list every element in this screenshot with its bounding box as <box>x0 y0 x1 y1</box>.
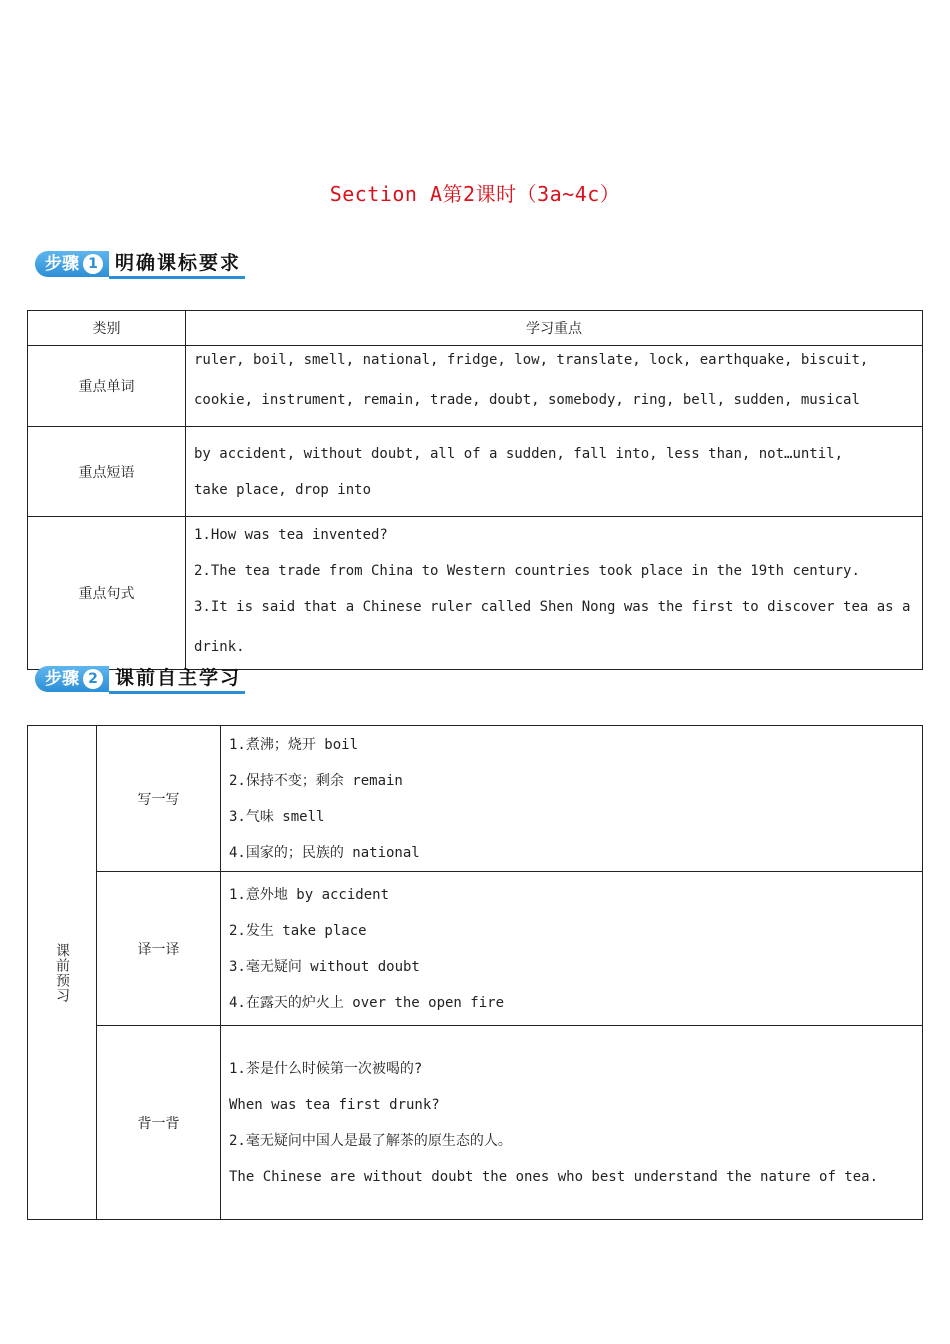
content-line: 4.在露天的炉火上 over the open fire <box>229 994 505 1011</box>
step1-label: 明确课标要求 <box>109 250 245 279</box>
step1-tag <box>35 251 109 277</box>
content-line: 3.气味 smell <box>229 808 325 825</box>
side-label-cell <box>28 726 97 1220</box>
content-line: 4.国家的；民族的 national <box>229 844 420 861</box>
row-category: 重点句式 <box>28 517 186 670</box>
table-row <box>28 427 923 517</box>
content-line: 3.It is said that a Chinese ruler called Shen Nong was the first to discover tea as a <box>194 599 911 615</box>
table-row <box>28 346 923 427</box>
step2-banner <box>35 666 245 692</box>
preview-table <box>27 725 923 1220</box>
content-line: 2.发生 take place <box>229 922 367 939</box>
table-row <box>28 1026 923 1220</box>
step2-tag <box>35 666 109 692</box>
content-line: drink. <box>194 639 245 655</box>
content-line: 1.意外地 by accident <box>229 886 390 903</box>
page-title: Section A第2课时（3a~4c） <box>329 182 621 206</box>
step1-banner <box>35 251 245 277</box>
side-label: 课前预习 <box>54 942 70 1003</box>
content-line: 2.The tea trade from China to Western countries took place in the 19th century. <box>194 563 860 579</box>
row-content <box>221 1026 923 1220</box>
content-line: cookie, instrument, remain, trade, doubt, somebody, ring, bell, sudden, musical <box>194 392 860 408</box>
row-content <box>221 872 923 1026</box>
row-content <box>186 427 923 517</box>
content-line: 3.毫无疑问 without doubt <box>229 958 420 975</box>
header-category: 类别 <box>28 311 186 346</box>
step1-tag-text: 步骤 <box>45 254 79 274</box>
content-line: 1.煮沸；烧开 boil <box>229 736 359 753</box>
row-category: 背一背 <box>97 1026 221 1220</box>
row-category: 写一写 <box>97 726 221 872</box>
content-line: The Chinese are without doubt the ones who best understand the nature of tea. <box>229 1168 879 1185</box>
key-points-table <box>27 310 923 670</box>
content-line: 1.茶是什么时候第一次被喝的? <box>229 1060 423 1077</box>
step1-number: 1 <box>83 254 103 274</box>
content-line: 1.How was tea invented? <box>194 527 388 543</box>
content-line: 2.保持不变；剩余 remain <box>229 772 403 789</box>
row-category: 重点短语 <box>28 427 186 517</box>
row-content <box>186 517 923 670</box>
table1-header-row <box>28 311 923 346</box>
row-content <box>186 346 923 427</box>
content-line: by accident, without doubt, all of a sudden, fall into, less than, not…until, <box>194 445 844 462</box>
step2-label: 课前自主学习 <box>109 665 245 694</box>
step2-tag-text: 步骤 <box>45 669 79 689</box>
row-category: 重点单词 <box>28 346 186 427</box>
row-category: 译一译 <box>97 872 221 1026</box>
row-content <box>221 726 923 872</box>
content-line: When was tea first drunk? <box>229 1096 440 1113</box>
table-row <box>28 517 923 670</box>
step2-number: 2 <box>83 669 103 689</box>
content-line: ruler, boil, smell, national, fridge, low, translate, lock, earthquake, biscuit, <box>194 352 869 368</box>
table-row <box>28 726 923 872</box>
table-row <box>28 872 923 1026</box>
content-line: take place, drop into <box>194 481 372 498</box>
content-line: 2.毫无疑问中国人是最了解茶的原生态的人。 <box>229 1132 512 1149</box>
header-focus: 学习重点 <box>186 311 923 346</box>
